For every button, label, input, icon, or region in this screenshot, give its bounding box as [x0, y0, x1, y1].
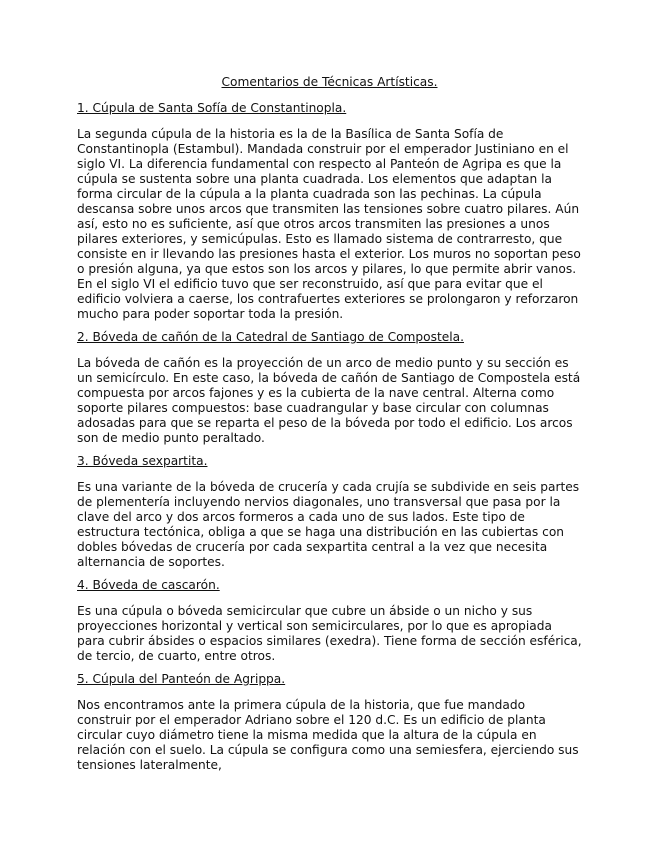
section-boveda-sexpartita	[77, 454, 582, 570]
section-body: La bóveda de cañón es la proyección de un arco de medio punto y su sección es un semicírculo. En este caso, la bóveda de cañón de Santiago de Compostela está compuesta por arcos fajones y es la cubierta de la nave central. Alterna como soporte pilares compuestos: base cuadrangular y base circular con columnas adosadas para que se reparta el peso de la bóveda por todo el edificio. Los arcos son de medio punto peraltado.	[77, 356, 581, 445]
section-heading: 1. Cúpula de Santa Sofía de Constantinopla.	[77, 101, 347, 115]
section-boveda-cascaron	[77, 578, 582, 664]
section-heading: 5. Cúpula del Panteón de Agrippa.	[77, 672, 286, 686]
section-boveda-canon	[77, 330, 582, 446]
document-title: Comentarios de Técnicas Artísticas.	[221, 75, 438, 89]
section-heading: 3. Bóveda sexpartita.	[77, 454, 208, 468]
section-body: Nos encontramos ante la primera cúpula de la historia, que fue mandado construir por el emperador Adriano sobre el 120 d.C. Es un edificio de planta circular cuyo diámetro tiene la misma medida que la altura de la cúpula en relación con el suelo. La cúpula se configura como una semiesfera, ejerciendo sus tensiones lateralmente,	[77, 698, 579, 772]
section-body: Es una variante de la bóveda de crucería y cada crujía se subdivide en seis partes de plementería incluyendo nervios diagonales, uno transversal que pasa por la clave del arco y dos arcos formeros a cada uno de sus lados. Este tipo de estructura tectónica, obliga a que se haga una distribución en las cubiertas con dobles bóvedas de crucería por cada sexpartita central a la vez que necesita alternancia de soportes.	[77, 480, 580, 569]
section-santa-sofia	[77, 101, 582, 322]
section-body: La segunda cúpula de la historia es la de la Basílica de Santa Sofía de Constantinopla (Estambul). Mandada construir por el emperador Justiniano en el siglo VI. La diferencia fundamental con respecto al Panteón de Agripa es que la cúpula se sustenta sobre una planta cuadrada. Los elementos que adaptan la forma circular de la cúpula a la planta cuadrada son las pechinas. La cúpula descansa sobre unos arcos que transmiten las tensiones sobre cuatro pilares. Aún así, esto no es suficiente, así que otros arcos transmiten las presiones a unos pilares exteriores, y semicúpulas. Esto es llamado sistema de contrarresto, que consiste en ir llevando las presiones hasta el exterior. Los muros no soportan peso o presión alguna, ya que estos son los arcos y pilares, lo que permite abrir vanos. En el siglo VI el edificio tuvo que ser reconstruido, así que para evitar que el edificio volviera a caerse, los contrafuertes exteriores se prolongaron y reforzaron mucho para poder soportar toda la presión.	[77, 127, 581, 321]
section-body: Es una cúpula o bóveda semicircular que cubre un ábside o un nicho y sus proyecciones horizontal y vertical son semicirculares, por lo que es apropiada para cubrir ábsides o espacios similares (exedra). Tiene forma de sección esférica, de tercio, de cuarto, entre otros.	[77, 604, 582, 663]
document-page	[77, 75, 582, 781]
section-heading: 2. Bóveda de cañón de la Catedral de Santiago de Compostela.	[77, 330, 464, 344]
section-panteon-agrippa	[77, 672, 582, 773]
section-heading: 4. Bóveda de cascarón.	[77, 578, 220, 592]
